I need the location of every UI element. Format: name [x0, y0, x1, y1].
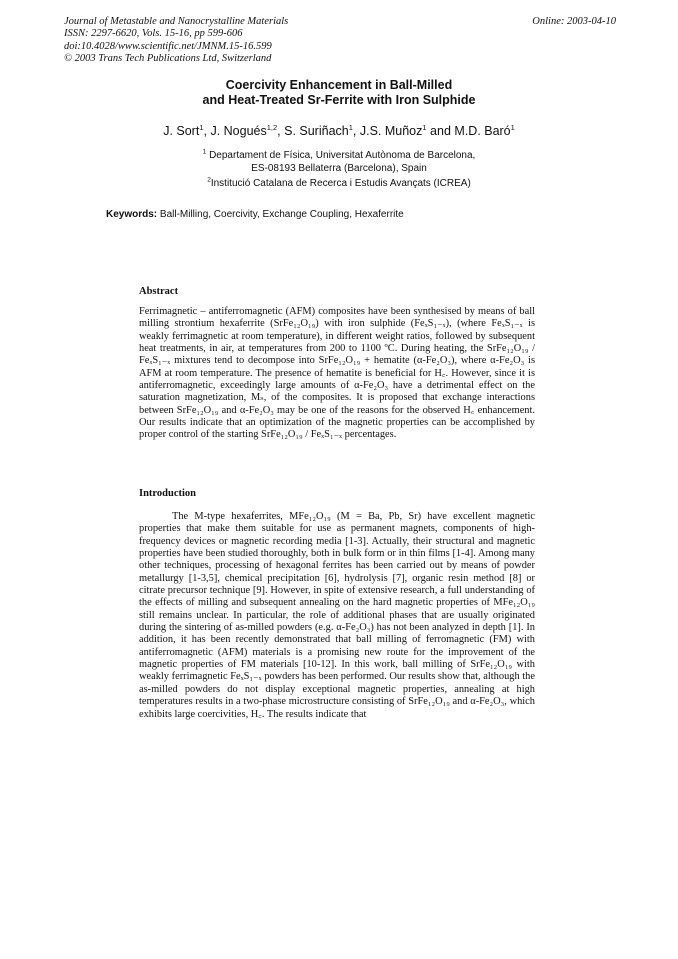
author: S. Suriñach$^1$: [284, 122, 353, 138]
title-line-1: Coercivity Enhancement in Ball-Milled: [225, 78, 453, 92]
author: M.D. Baró$^1$: [454, 122, 515, 138]
copyright-line: © 2003 Trans Tech Publications Ltd, Switzerland: [64, 53, 272, 65]
author: J. Nogués$^{1,2}$: [210, 122, 278, 138]
paper-title: [0, 78, 678, 108]
journal-header: [64, 16, 616, 66]
online-date: Online: 2003-04-10: [532, 16, 616, 27]
abstract-heading: Abstract: [139, 286, 179, 297]
keywords-text: Ball-Milling, Coercivity, Exchange Coupling, Hexaferrite: [159, 209, 404, 220]
introduction-heading: Introduction: [139, 488, 196, 499]
author-list: J. Sort$^1$, J. Nogués$^{1,2}$, S. Suriñach$^1$, J.S. Muñoz$^1$ and M.D. Baró$^1$: [163, 122, 515, 138]
issn-line: ISSN: 2297-6620, Vols. 15-16, pp 599-606: [64, 28, 243, 40]
journal-name: Journal of Metastable and Nanocrystalline Materials: [64, 16, 289, 27]
affiliation-2: $^2$Institució Catalana de Recerca i Estudis Avançats (ICREA): [207, 176, 471, 189]
keywords: [106, 209, 404, 220]
author: J. Sort$^1$: [163, 122, 204, 138]
abstract-body: Ferrimagnetic – antiferromagnetic (AFM) composites have been synthesised by means of ball milling strontium hexaferrite (SrFe₁₂O₁₉) with iron sulphide (FeₓS₁₋ₓ), (where FeₓS₁₋ₓ is weakly ferrimagnetic at room temperature), in different weight ratios, followed by subsequent heat treatments, in air, at temperatures from 200 to 1100 ºC. During heating, the SrFe₁₂O₁₉ / FeₓS₁₋ₓ mixtures tend to decompose into SrFe₁₂O₁₉ + hematite (α-Fe₂O₃), where α-Fe₂O₃ is AFM at room temperature. The presence of hematite is beneficial for H꜀. However, since it is antiferromagnetic, exceedingly large amounts of α-Fe₂O₃ have a detrimental effect on the saturation magnetization, Mₛ, of the composites. It is proposed that exchange interactions between SrFe₁₂O₁₉ and α-Fe₂O₃ may be one of the reasons for the observed H꜀ enhancement. Our results indicate that an optimization of the magnetic properties can be accomplished by proper control of the starting SrFe₁₂O₁₉ / FeₓS₁₋ₓ percentages.: [139, 306, 535, 441]
keywords-label: Keywords:: [106, 209, 158, 220]
introduction-body: The M-type hexaferrites, MFe₁₂O₁₉ (M = Ba, Pb, Sr) have excellent magnetic properties that make them suitable for use as permanent magnets, components of high-frequency devices or magnetic recording media [1-3]. Actually, their structural and magnetic properties have been studied thoroughly, both in bulk form or in thin films [1-4]. Among many other techniques, processing of hexagonal ferrites has been carried out by means of powder metallurgy [1-3,5], chemical precipitation [6], hydrolysis [7], organic resin method [8] or citrate precursor technique [9]. However, in spite of extensive research, a full understanding of the effects of milling and subsequent annealing on the hard magnetic properties of MFe₁₂O₁₉ still remains unclear. In particular, the role of additional phases that are usually originated during the sintering of as-milled powders (e.g. α-Fe₂O₃) has not been analyzed in depth [1]. In addition, it has been recently demonstrated that ball milling of ferromagnetic (FM) with antiferromagnetic (AFM) materials is a promising new route for the improvement of the magnetic properties of FM materials [10-12]. In this work, ball milling of SrFe₁₂O₁₉ with weakly ferrimagnetic FeₓS₁₋ₓ powders has been performed. Our results show that, although the as-milled powders do not display exceptional magnetic properties, annealing at high temperatures results in a two-phase microstructure consisting of SrFe₁₂O₁₉ and α-Fe₂O₃, which exhibits large coercivities, H꜀. The results indicate that: [139, 511, 535, 720]
author: J.S. Muñoz$^1$: [359, 122, 427, 138]
affiliation-1: $^1$ Departament de Física, Universitat Autònoma de Barcelona, ES-08193 Bellaterra (Barcelona), Spain: [202, 148, 476, 174]
doi-line[interactable]: doi:10.4028/www.scientific.net/JMNM.15-16.599: [64, 40, 272, 52]
title-line-2: and Heat-Treated Sr-Ferrite with Iron Sulphide: [202, 93, 476, 107]
